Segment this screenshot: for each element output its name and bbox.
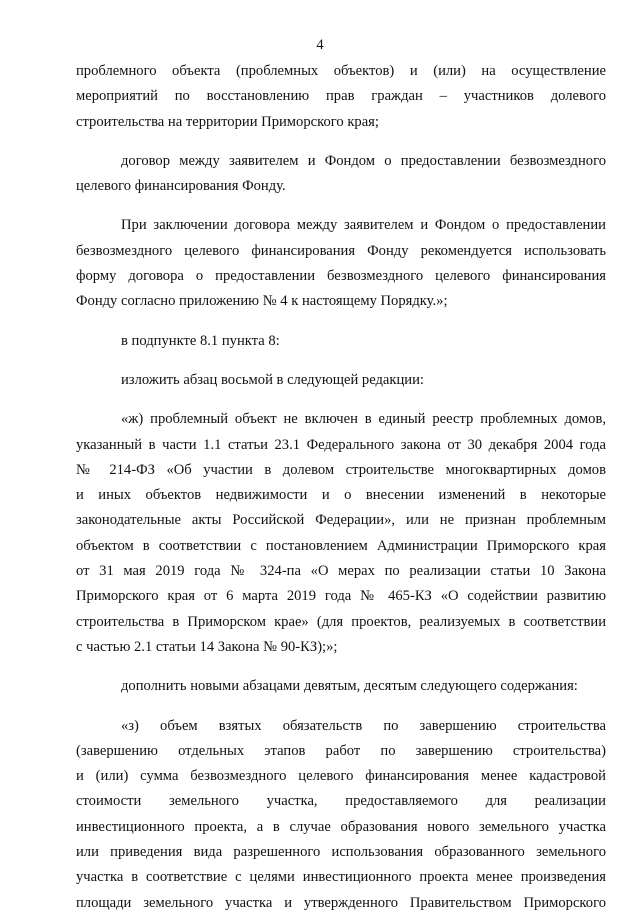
paragraph bbox=[76, 59, 606, 135]
paragraph bbox=[76, 714, 606, 916]
text-line: мероприятий по восстановлению прав граждан – участников долевого bbox=[76, 88, 606, 105]
text-line: с частью 2.1 статьи 14 Закона № 90-КЗ);»; bbox=[76, 638, 338, 655]
paragraph bbox=[76, 329, 606, 354]
text-line: форму договора о предоставлении безвозмездного целевого финансирования bbox=[76, 268, 606, 285]
text-line: (завершению отдельных этапов работ по завершению строительства) bbox=[76, 742, 606, 759]
text-line: «ж) проблемный объект не включен в единый реестр проблемных домов, bbox=[121, 411, 606, 428]
text-line: инвестиционного проекта, а в случае образования нового земельного участка bbox=[76, 818, 606, 835]
text-line: безвозмездного целевого финансирования Фонду рекомендуется использовать bbox=[76, 242, 606, 259]
text-line: Приморского края от 6 марта 2019 года № 465-КЗ «О содействии развитию bbox=[76, 588, 606, 605]
text-line: «з) объем взятых обязательств по завершению строительства bbox=[121, 717, 606, 734]
paragraph bbox=[76, 149, 606, 200]
text-line: или приведения вида разрешенного использования образованного земельного bbox=[76, 844, 606, 861]
paragraph bbox=[76, 213, 606, 314]
text-line: участка в соответствие с целями инвестиционного проекта менее произведения bbox=[76, 869, 606, 886]
text-line: стоимости земельного участка, предоставляемого для реализации bbox=[76, 793, 606, 810]
paragraph bbox=[76, 368, 606, 393]
text-line: от 31 мая 2019 года № 324-па «О мерах по реализации статьи 10 Закона bbox=[76, 563, 606, 580]
text-line: дополнить новыми абзацами девятым, десятым следующего содержания: bbox=[121, 678, 578, 695]
text-line: законодательные акты Российской Федерации», или не признан проблемным bbox=[76, 512, 606, 529]
text-line: площади земельного участка и утвержденного Правительством Приморского bbox=[76, 894, 606, 911]
text-line: Фонду согласно приложению № 4 к настоящему Порядку.»; bbox=[76, 293, 448, 310]
text-line: № 214-ФЗ «Об участии в долевом строительстве многоквартирных домов bbox=[76, 461, 606, 478]
text-line: изложить абзац восьмой в следующей редакции: bbox=[121, 371, 424, 388]
text-line: При заключении договора между заявителем и Фондом о предоставлении bbox=[121, 217, 606, 234]
text-line: проблемного объекта (проблемных объектов) и (или) на осуществление bbox=[76, 63, 606, 79]
text-line: объектом в соответствии с постановлением Администрации Приморского края bbox=[76, 537, 606, 554]
text-line: строительства на территории Приморского края; bbox=[76, 113, 379, 130]
document-body bbox=[76, 59, 606, 916]
text-line: договор между заявителем и Фондом о предоставлении безвозмездного bbox=[121, 152, 606, 169]
page-number: 4 bbox=[316, 37, 324, 53]
text-line: и (или) сумма безвозмездного целевого финансирования менее кадастровой bbox=[76, 768, 606, 785]
paragraph bbox=[76, 674, 606, 699]
text-line: в подпункте 8.1 пункта 8: bbox=[121, 332, 280, 349]
text-line: строительства в Приморском крае» (для проектов, реализуемых в соответствии bbox=[76, 613, 606, 630]
paragraph bbox=[76, 407, 606, 660]
text-line: целевого финансирования Фонду. bbox=[76, 178, 286, 195]
text-line: указанный в части 1.1 статьи 23.1 Федерального закона от 30 декабря 2004 года bbox=[76, 436, 606, 453]
text-line: и иных объектов недвижимости и о внесении изменений в некоторые bbox=[76, 487, 606, 504]
